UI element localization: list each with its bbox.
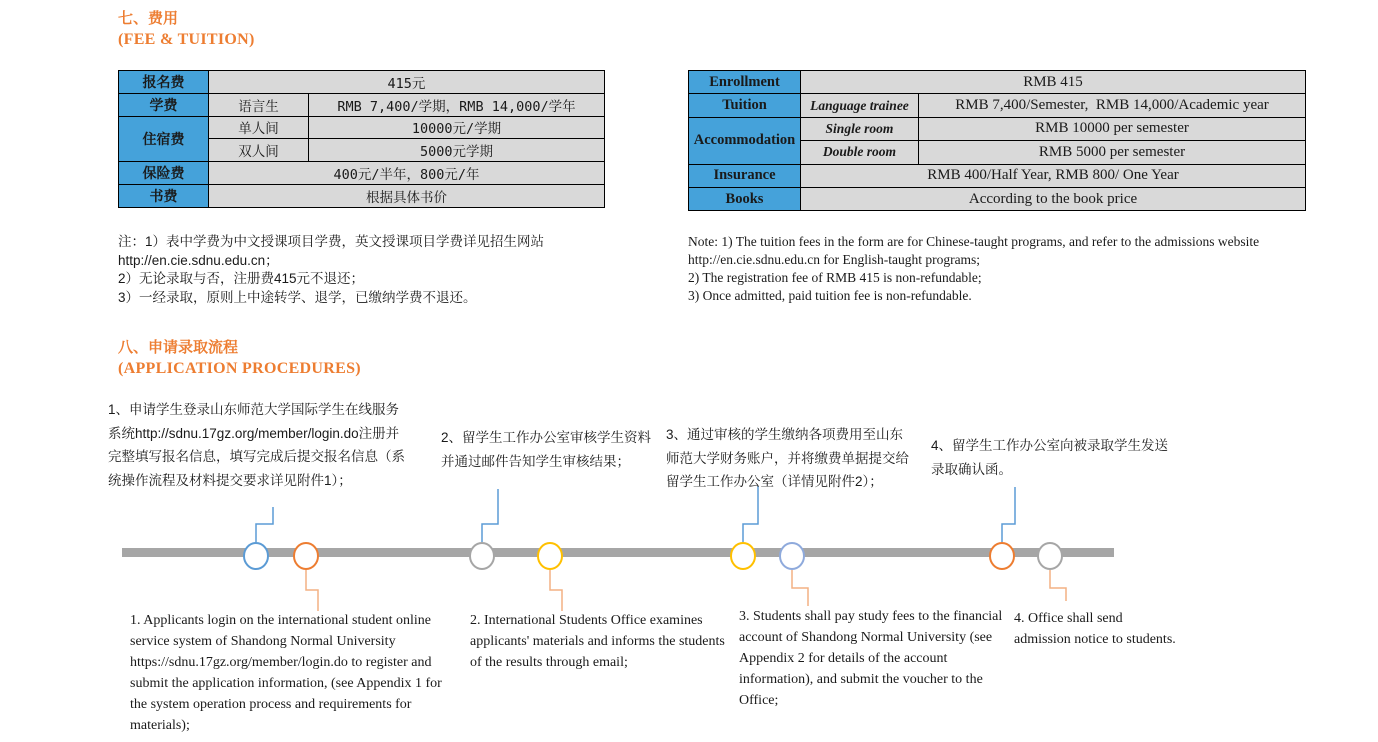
timeline-connector-2 <box>306 570 318 611</box>
fee-table-english <box>688 70 1306 211</box>
en-label-accommodation: Accommodation <box>689 117 801 164</box>
step-1-english: 1. Applicants login on the international student online service system of Shandong Normal University https://sdnu.17gz.org/member/login.do to register and submit the application information, (see Appendix 1 for the system operation process and requirements for materials); <box>130 613 442 733</box>
note-zh-1: 注：1）表中学费为中文授课项目学费，英文授课项目学费详见招生网站 http://en.cie.sdnu.edu.cn； <box>118 234 545 268</box>
en-sub-language-trainee: Language trainee <box>801 94 919 117</box>
en-label-tuition: Tuition <box>689 94 801 117</box>
fee-heading-zh: 七、费用 <box>118 10 179 27</box>
en-label-insurance: Insurance <box>689 164 801 187</box>
timeline-node-8 <box>1038 543 1062 569</box>
note-en-1: Note: 1) The tuition fees in the form are for Chinese-taught programs, and refer to the admissions website http://en.cie.sdnu.edu.cn for English-taught programs; <box>688 234 1260 267</box>
timeline-connector-3 <box>482 489 498 542</box>
step-2-english: 2. International Students Office examines applicants' materials and informs the students of the results through email; <box>470 613 725 670</box>
fee-table-chinese <box>118 70 605 208</box>
timeline-connector-8 <box>1050 570 1066 601</box>
en-label-enrollment: Enrollment <box>689 71 801 94</box>
timeline-connector-4 <box>550 570 562 611</box>
step-1-chinese: 1、申请学生登录山东师范大学国际学生在线服务系统http://sdnu.17gz.org/member/login.do注册并完整填写报名信息，填写完成后提交报名信息（系统操作流程及材料提交要求详见附件1）； <box>108 402 405 488</box>
en-value-single-room: RMB 10000 per semester <box>919 117 1306 140</box>
step-3-chinese: 3、通过审核的学生缴纳各项费用至山东师范大学财务账户，并将缴费单据提交给留学生工作办公室（详情见附件2）； <box>666 427 909 489</box>
en-sub-double-room: Double room <box>801 141 919 164</box>
step-4-english: 4. Office shall send admission notice to students. <box>1014 611 1176 647</box>
en-value-books: According to the book price <box>801 187 1306 210</box>
note-zh-3: 3）一经录取，原则上中途转学、退学，已缴纳学费不退还。 <box>118 289 477 305</box>
fee-notes-chinese <box>118 233 646 307</box>
timeline-connector-1 <box>256 507 273 542</box>
step-4-chinese: 4、留学生工作办公室向被录取学生发送录取确认函。 <box>931 438 1169 477</box>
fee-heading-en: (FEE & TUITION) <box>118 31 255 48</box>
zh-value-tuition: RMB 7,400/学期，RMB 14,000/学年 <box>309 93 605 116</box>
step-2-chinese: 2、留学生工作办公室审核学生资料并通过邮件告知学生审核结果； <box>441 430 652 469</box>
en-value-tuition: RMB 7,400/Semester, RMB 14,000/Academic year <box>919 94 1306 117</box>
zh-value-books: 根据具体书价 <box>209 184 605 207</box>
timeline-node-3 <box>470 543 494 569</box>
fee-notes-english <box>688 233 1288 305</box>
timeline-connector-7 <box>1002 487 1015 542</box>
zh-sub-double-room: 双人间 <box>209 139 309 162</box>
note-zh-2: 2）无论录取与否，注册费415元不退还； <box>118 271 365 286</box>
en-sub-single-room: Single room <box>801 117 919 140</box>
zh-value-enrollment: 415元 <box>209 71 605 94</box>
en-value-insurance: RMB 400/Half Year, RMB 800/ One Year <box>801 164 1306 187</box>
zh-sub-single-room: 单人间 <box>209 116 309 139</box>
section-heading-fee <box>118 8 255 51</box>
zh-value-insurance: 400元/半年，800元/年 <box>209 162 605 185</box>
timeline-node-2 <box>294 543 318 569</box>
note-en-2: 2) The registration fee of RMB 415 is non-refundable; <box>688 270 982 285</box>
zh-label-enrollment: 报名费 <box>119 71 209 94</box>
step-3-english: 3. Students shall pay study fees to the financial account of Shandong Normal University (see Appendix 2 for details of the account information), and submit the voucher to the Office; <box>739 609 1003 708</box>
procedures-heading-zh: 八、申请录取流程 <box>118 339 239 356</box>
timeline-bar <box>122 548 1114 557</box>
section-heading-procedures <box>118 337 361 380</box>
timeline-node-7 <box>990 543 1014 569</box>
zh-value-double-room: 5000元学期 <box>309 139 605 162</box>
timeline-node-1 <box>244 543 268 569</box>
en-label-books: Books <box>689 187 801 210</box>
timeline-connector-5 <box>743 486 758 542</box>
en-value-enrollment: RMB 415 <box>801 71 1306 94</box>
timeline-connector-6 <box>792 570 808 606</box>
timeline-node-4 <box>538 543 562 569</box>
timeline-node-6 <box>780 543 804 569</box>
zh-label-tuition: 学费 <box>119 93 209 116</box>
zh-label-accommodation: 住宿费 <box>119 116 209 162</box>
procedures-heading-en: (APPLICATION PROCEDURES) <box>118 360 361 377</box>
zh-label-books: 书费 <box>119 184 209 207</box>
note-en-3: 3) Once admitted, paid tuition fee is non-refundable. <box>688 288 972 303</box>
timeline-node-5 <box>731 543 755 569</box>
zh-value-single-room: 10000元/学期 <box>309 116 605 139</box>
zh-sub-language-trainee: 语言生 <box>209 93 309 116</box>
en-value-double-room: RMB 5000 per semester <box>919 141 1306 164</box>
zh-label-insurance: 保险费 <box>119 162 209 185</box>
